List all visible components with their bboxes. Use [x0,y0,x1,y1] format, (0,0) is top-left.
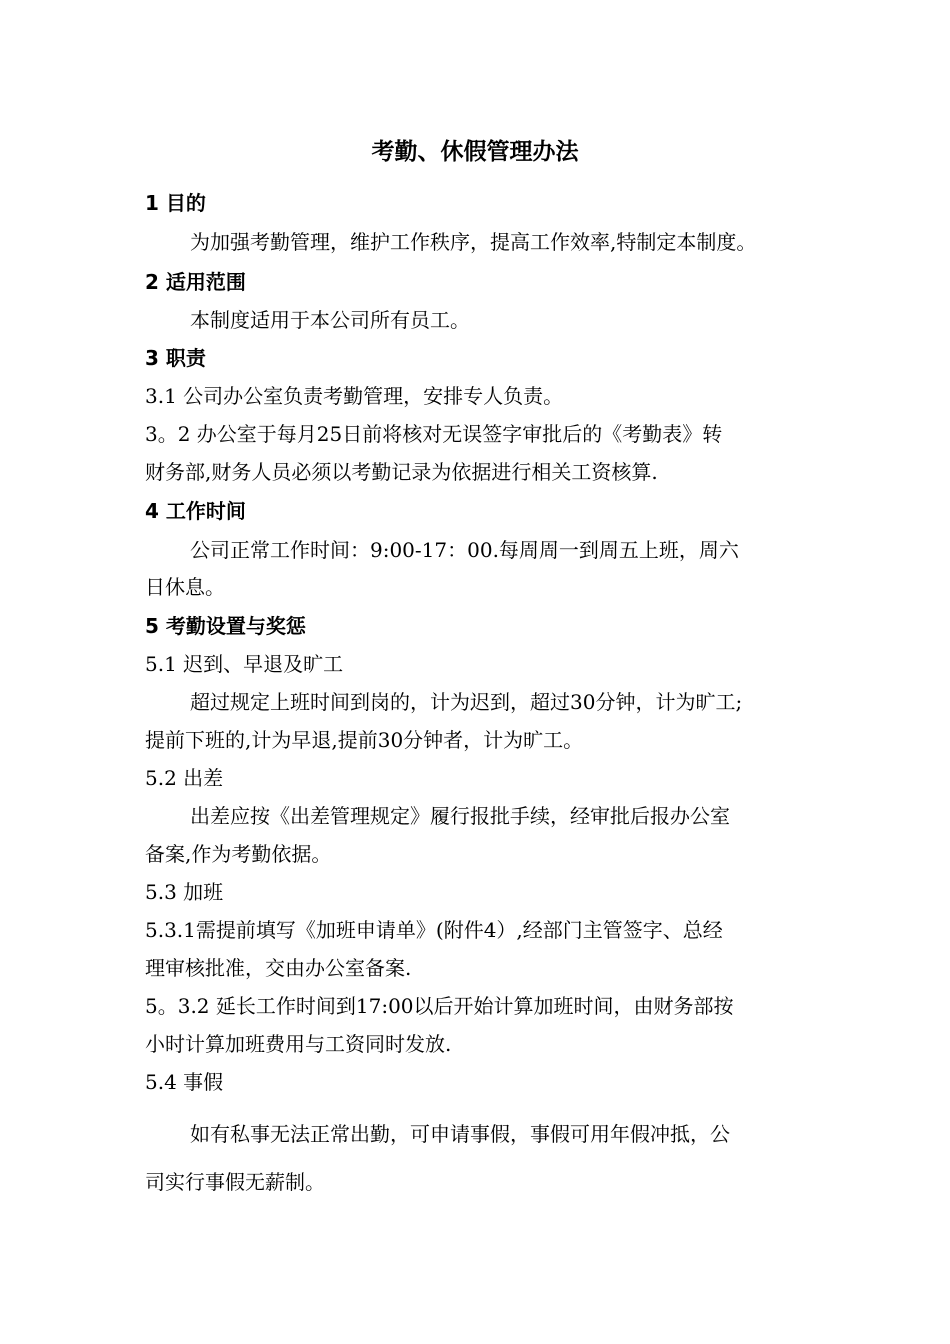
paragraph-line: 如有私事无法正常出勤，可申请事假，事假可用年假冲抵，公 [190,1122,730,1146]
subsection-title: 5.2 出差 [145,766,224,790]
paragraph-line: 日休息。 [145,575,225,599]
paragraph-line: 公司正常工作时间：9:00-17：00.每周周一到周五上班，周六 [190,538,739,562]
section-heading-scope: 2 适用范围 [145,270,246,294]
section-heading-responsibilities: 3 职责 [145,346,206,370]
subsection-title: 5.3 加班 [145,880,224,904]
paragraph-line: 理审核批准，交由办公室备案. [145,956,412,980]
paragraph-line: 3.1 公司办公室负责考勤管理，安排专人负责。 [145,384,564,408]
section-heading-working-hours: 4 工作时间 [145,499,246,523]
paragraph-line: 超过规定上班时间到岗的，计为迟到，超过30分钟，计为旷工; [190,690,743,714]
paragraph-line: 提前下班的,计为早退,提前30分钟者，计为旷工。 [145,728,584,752]
paragraph-line: 5.3.1需提前填写《加班申请单》(附件4）,经部门主管签字、总经 [145,918,723,942]
subsection-title: 5.4 事假 [145,1070,224,1094]
paragraph-line: 备案,作为考勤依据。 [145,842,332,866]
paragraph-line: 小时计算加班费用与工资同时发放. [145,1032,452,1056]
paragraph-line: 司实行事假无薪制。 [145,1170,325,1194]
page-title: 考勤、休假管理办法 [371,139,579,165]
paragraph-line: 5。3.2 延长工作时间到17:00以后开始计算加班时间，由财务部按 [145,994,734,1018]
section-heading-purpose: 1 目的 [145,191,206,215]
paragraph-line: 财务部,财务人员必须以考勤记录为依据进行相关工资核算. [145,460,658,484]
section-heading-attendance: 5 考勤设置与奖惩 [145,614,306,638]
paragraph-line: 本制度适用于本公司所有员工。 [190,308,470,332]
paragraph-line: 出差应按《出差管理规定》履行报批手续，经审批后报办公室 [190,804,730,828]
paragraph-line: 为加强考勤管理，维护工作秩序，提高工作效率,特制定本制度。 [190,230,757,254]
subsection-title: 5.1 迟到、早退及旷工 [145,652,344,676]
paragraph-line: 3。2 办公室于每月25日前将核对无误签字审批后的《考勤表》转 [145,422,723,446]
